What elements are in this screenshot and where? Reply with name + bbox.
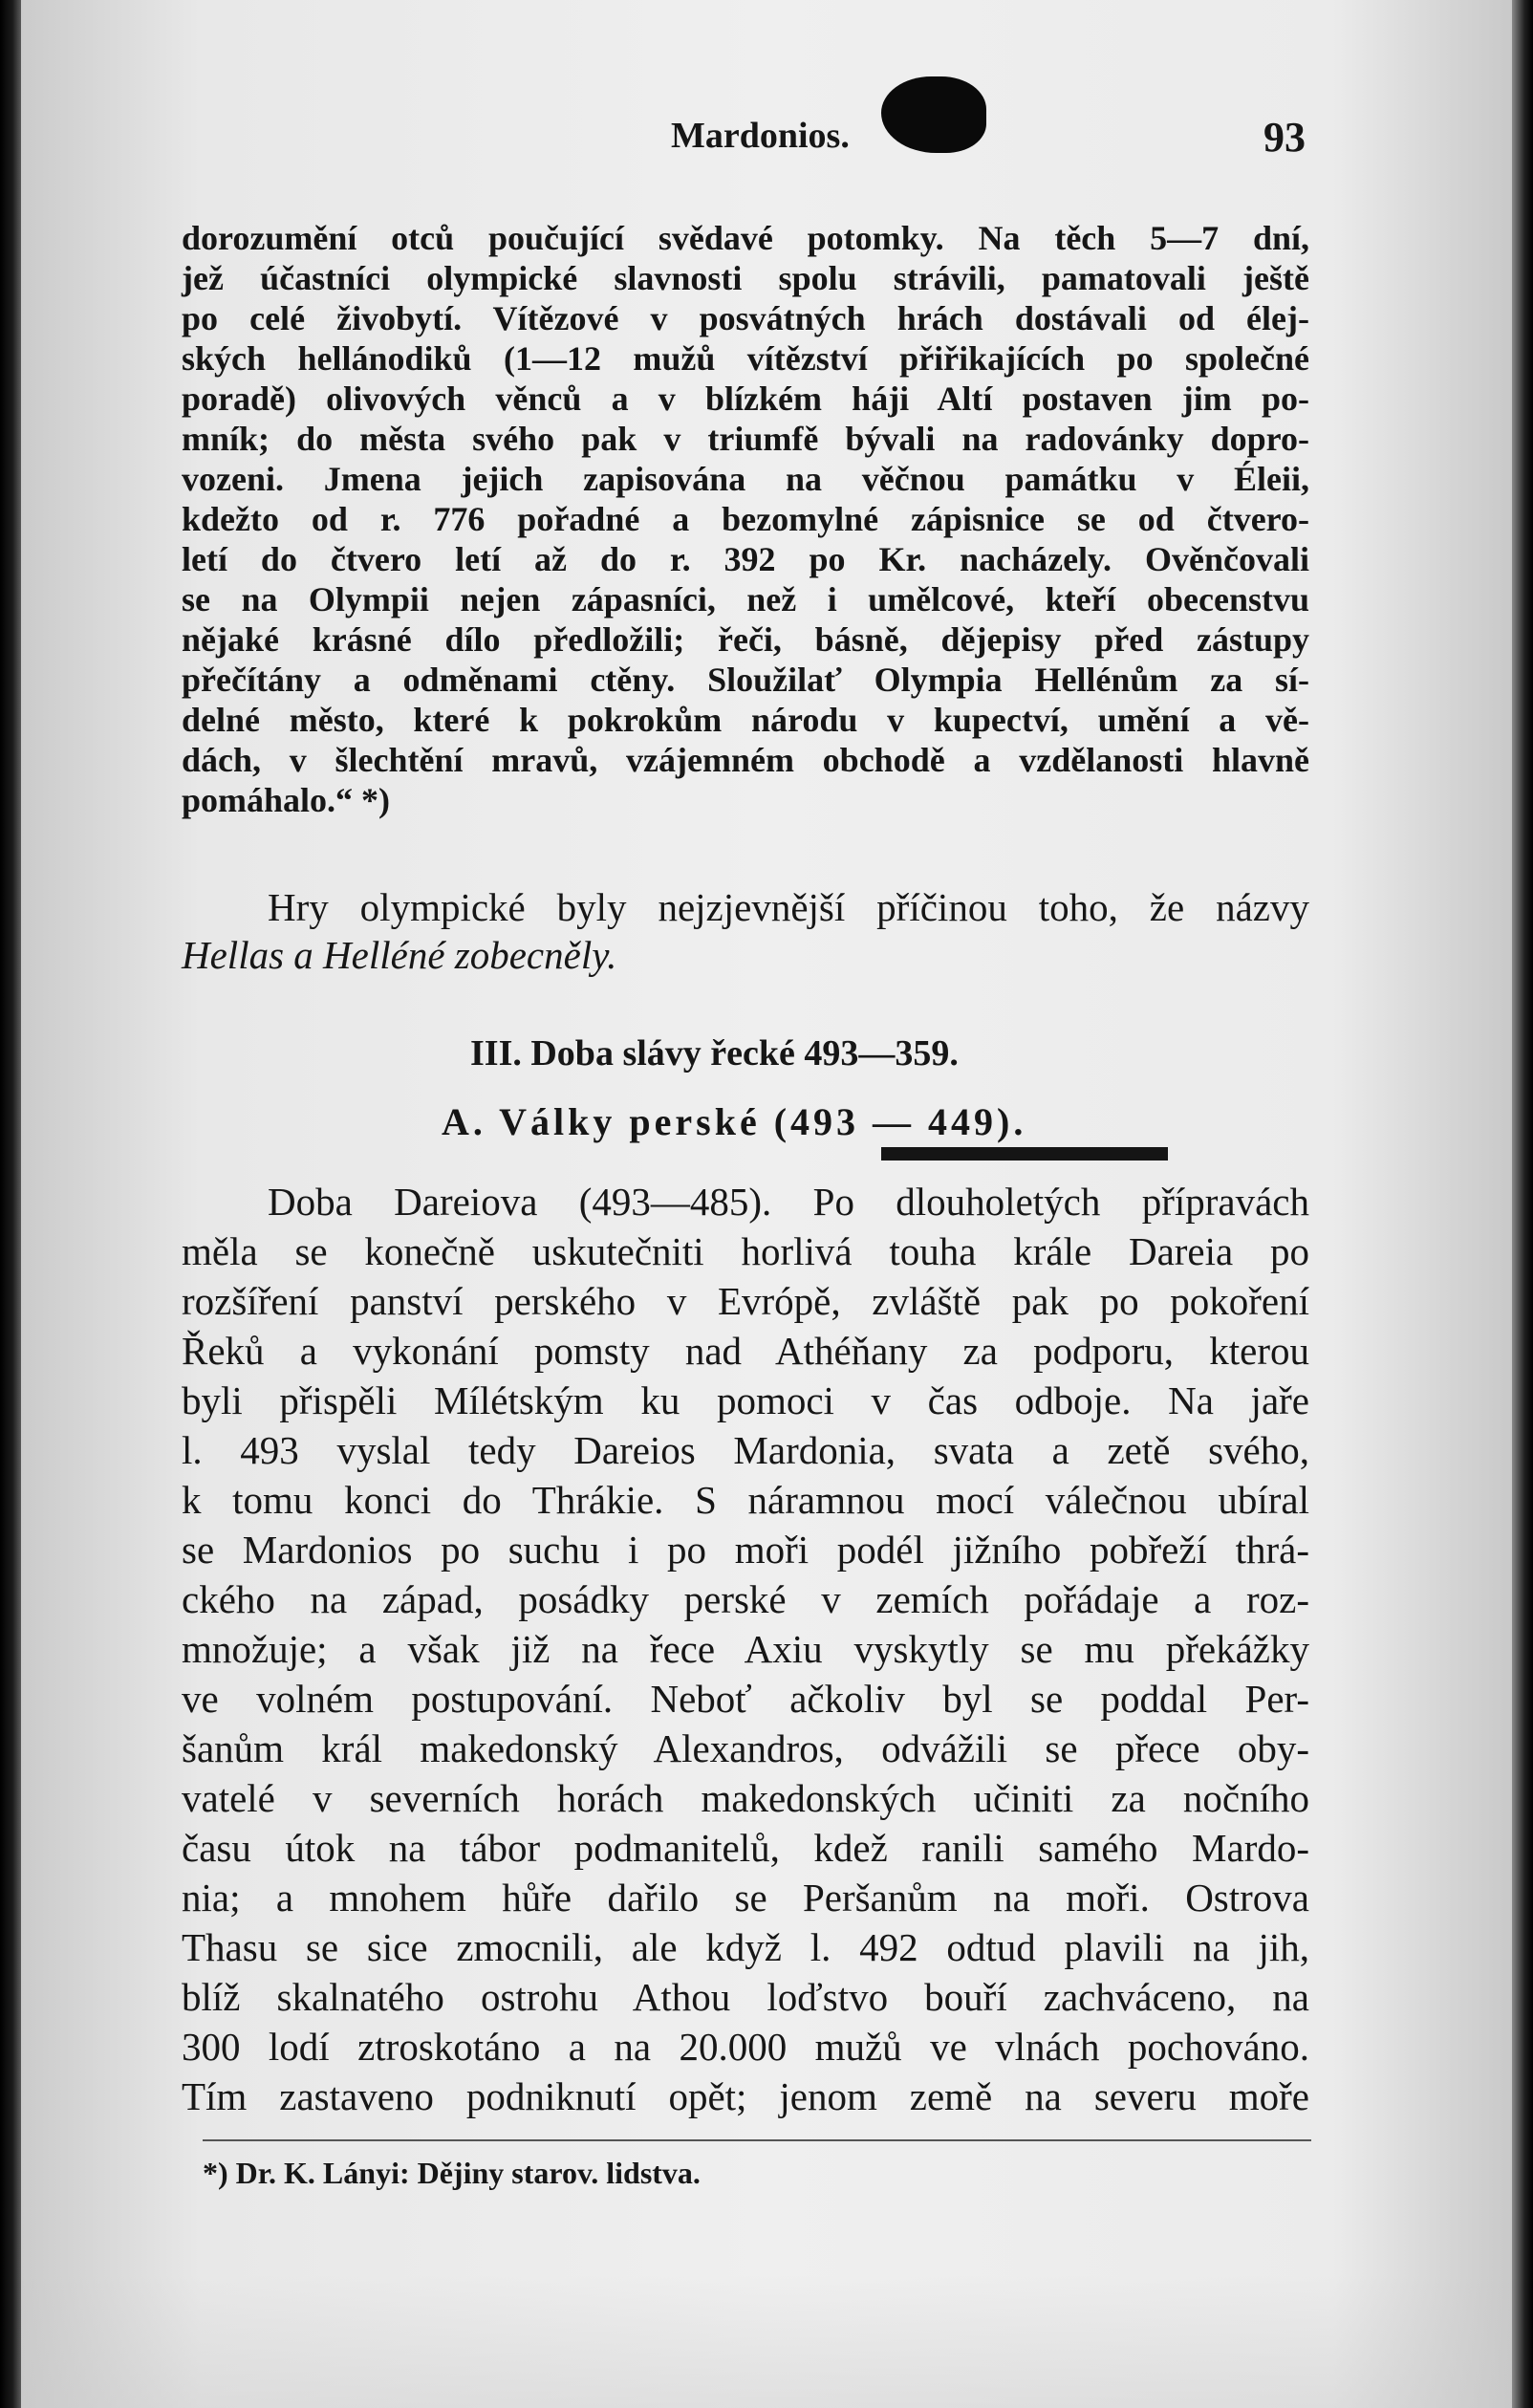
scan-border-left: [0, 0, 21, 2408]
ink-stain: [881, 76, 986, 153]
text-line: byli přispěli Mílétským ku pomoci v čas odboje. Na jaře: [182, 1378, 1309, 1422]
text-line: Řeků a vykonání pomsty nad Athéňany za podporu, kterou: [182, 1329, 1309, 1373]
text-line: vozeni. Jmena jejich zapisována na věčnou památku v Éleii,: [182, 460, 1309, 498]
text-line: ve volném postupování. Neboť ačkoliv byl se poddal Per-: [182, 1677, 1309, 1721]
page-bottom-margin: [21, 2275, 1512, 2408]
text-line: nějaké krásné dílo předložili; řeči, básně, dějepisy před zástupy: [182, 620, 1309, 659]
text-line: jež účastníci olympické slavnosti spolu strávili, pamatovali ještě: [182, 259, 1309, 297]
text-line: měla se konečně uskutečniti horlivá touha krále Dareia po: [182, 1229, 1309, 1273]
text-line: Hry olympické byly nejzjevnější příčinou toho, že názvy: [268, 885, 1309, 929]
text-line: Thasu se sice zmocnili, ale když l. 492 odtud plavili na jih,: [182, 1925, 1309, 1969]
text-line: ských hellánodiků (1—12 mužů vítězství přiřikajících po společné: [182, 339, 1309, 378]
text-line: mník; do města svého pak v triumfě bývali na radovánky dopro-: [182, 420, 1309, 458]
scan-border-right: [1512, 0, 1533, 2408]
text-line: k tomu konci do Thrákie. S náramnou mocí válečnou ubíral: [182, 1478, 1309, 1522]
text-line: množuje; a však již na řece Axiu vyskytly se mu překážky: [182, 1627, 1309, 1671]
page-number: 93: [1263, 114, 1306, 161]
footnote-divider: [203, 2139, 1311, 2141]
text-line: poradě) olivových věnců a v blízkém háji Altí postaven jim po-: [182, 380, 1309, 418]
text-line: přečítány a odměnami ctěny. Sloužilať Olympia Hellénům za sí-: [182, 661, 1309, 699]
footnote: *) Dr. K. Lányi: Dějiny starov. lidstva.: [203, 2156, 701, 2190]
text-line: vatelé v severních horách makedonských učiniti za nočního: [182, 1776, 1309, 1820]
text-line: ckého na západ, posádky perské v zemích pořádaje a roz-: [182, 1577, 1309, 1621]
text-line: l. 493 vyslal tedy Dareios Mardonia, svata a zetě svého,: [182, 1428, 1309, 1472]
text-line: dorozumění otců poučující svědavé potomky. Na těch 5—7 dní,: [182, 219, 1309, 257]
text-line: času útok na tábor podmanitelů, kdež ranili samého Mardo-: [182, 1826, 1309, 1870]
text-line: pomáhalo.“ *): [182, 781, 391, 819]
text-line: nia; a mnohem hůře dařilo se Peršanům na moři. Ostrova: [182, 1876, 1309, 1920]
underline-mark: [881, 1147, 1168, 1161]
book-page: [21, 0, 1512, 2408]
text-line: delné město, které k pokrokům národu v kupectví, umění a vě-: [182, 701, 1309, 739]
text-line: Doba Dareiova (493—485). Po dlouholetých přípravách: [268, 1180, 1309, 1224]
section-heading: III. Doba slávy řecké 493—359.: [470, 1033, 959, 1074]
running-title: Mardonios.: [671, 116, 850, 156]
text-line: blíž skalnatého ostrohu Athou loďstvo bouří zachváceno, na: [182, 1975, 1309, 2019]
text-line: Hellas a Helléné zobecněly.: [182, 933, 617, 977]
text-line: se na Olympii nejen zápasníci, než i umělcové, kteří obecenstvu: [182, 580, 1309, 618]
sub-heading: [442, 1099, 1026, 1144]
text-line: šanům král makedonský Alexandros, odvážili se přece oby-: [182, 1726, 1309, 1770]
text-line: po celé živobytí. Vítězové v posvátných hrách dostávali od élej-: [182, 299, 1309, 337]
text-line: kdežto od r. 776 pořadné a bezomylné zápisnice se od čtvero-: [182, 500, 1309, 538]
text-line: 300 lodí ztroskotáno a na 20.000 mužů ve vlnách pochováno.: [182, 2025, 1309, 2069]
text-line: Tím zastaveno podniknutí opět; jenom země na severu moře: [182, 2074, 1309, 2118]
sub-heading-text: A. Války perské (493 — 449).: [442, 1100, 1027, 1143]
text-line: rozšíření panství perského v Evrópě, zvláště pak po pokoření: [182, 1279, 1309, 1323]
text-line: dách, v šlechtění mravů, vzájemném obchodě a vzdělanosti hlavně: [182, 741, 1309, 779]
text-line: letí do čtvero letí až do r. 392 po Kr. nacházely. Ověnčovali: [182, 540, 1309, 578]
text-line: se Mardonios po suchu i po moři podél jižního pobřeží thrá-: [182, 1528, 1309, 1572]
